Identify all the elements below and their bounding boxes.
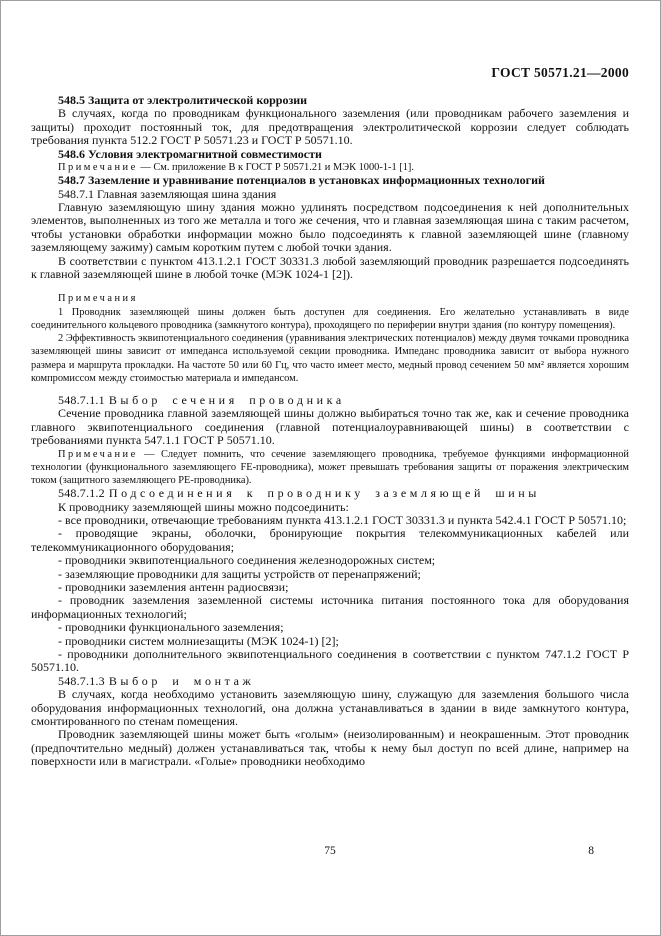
list-item: - проводники заземления антенн радиосвязи;	[58, 579, 289, 594]
section-548-7-1-2-intro: К проводнику заземляющей шины можно подсоединить:	[58, 499, 349, 514]
section-548-7-1-heading: 548.7.1 Главная заземляющая шина здания	[58, 186, 277, 201]
section-number: 548.7.1.1	[58, 392, 105, 407]
list-item: - проводящие экраны, оболочки, бронирующие покрытия телекоммуникационных кабелей или телекоммуникационного оборудования;	[31, 526, 629, 554]
note-text: — Следует помнить, что сечение заземляющего проводника, требуемое функциями информационной технологии (функционального заземляющего FE-проводника), может превышать требования защиты от поражения электрическим током (защитного заземляющего PE-проводника).	[31, 448, 629, 486]
document-body	[31, 94, 629, 769]
sheet-number: 8	[588, 845, 594, 857]
list-item: - все проводники, отвечающие требованиям пункта 413.1.2.1 ГОСТ 30331.3 и пункта 542.4.1 ГОСТ Р 50571.10;	[58, 512, 627, 527]
section-548-5-heading: 548.5 Защита от электролитической коррозии	[58, 93, 308, 107]
section-number: 548.7.1.2	[58, 486, 105, 501]
list-item: - проводники функционального заземления;	[58, 620, 284, 635]
page-number: 75	[324, 845, 336, 857]
section-number: 548.7.1.3	[58, 673, 105, 688]
section-548-7-1-1-heading	[31, 394, 629, 407]
list-item: - проводники систем молниезащиты (МЭК 1024-1) [2];	[58, 633, 339, 648]
note-label: Примечание	[58, 162, 138, 174]
section-title: Выбор и монтаж	[108, 673, 255, 688]
list-item: - проводники дополнительного эквипотенциального соединения в соответствии с пунктом 747.1.2 ГОСТ Р 50571.10.	[31, 647, 629, 675]
section-548-7-1-paragraph-2: В соответствии с пунктом 413.1.2.1 ГОСТ 30331.3 любой заземляющий проводник разрешается подсоединять к главной заземляющей шине в любой точке (МЭК 1024-1 [2]).	[31, 253, 629, 282]
notes-label: Примечания	[58, 293, 138, 305]
section-548-7-1-3-paragraph-1: В случаях, когда необходимо установить заземляющую шину, служащую для заземления большого числа оборудования информационных технологий, она должна устанавливаться в здании в виде замкнутого контура, смонтированного по стенам помещения.	[31, 687, 629, 729]
section-548-7-1-3-heading	[31, 675, 629, 688]
section-548-7-heading: 548.7 Заземление и уравнивание потенциалов в установках информационных технологий	[58, 173, 545, 188]
note-item-1: 1 Проводник заземляющей шины должен быть доступен для соединения. Его желательно устанавливать в виде соединительного кольцевого проводника (замкнутого контура), проходящего по периферии внутри здания (по контуру помещения).	[31, 306, 629, 331]
connection-list	[31, 514, 629, 675]
section-548-7-1-1-paragraph: Сечение проводника главной заземляющей шины должно выбираться точно так же, как и сечение проводника главного эквипотенциального соединения (главной потенциалоуравнивающей шины) в соответствии с требованиями пункта 547.1.1 ГОСТ Р 50571.10.	[31, 406, 629, 448]
section-title: Подсоединения к проводнику заземляющей шины	[108, 486, 540, 501]
section-title: Выбор сечения проводника	[108, 392, 345, 407]
section-548-7-1-2-heading	[31, 487, 629, 500]
standard-code: ГОСТ 50571.21—2000	[491, 65, 629, 80]
list-item: - проводник заземления заземленной системы источника питания постоянного тока для оборудования информационных технологий;	[31, 593, 629, 621]
section-548-6-heading: 548.6 Условия электромагнитной совместимости	[58, 146, 322, 161]
section-548-7-1-1-note	[31, 448, 629, 488]
section-548-7-1-paragraph-1: Главную заземляющую шину здания можно удлинять посредством подсоединения к ней дополнительных элементов, выполненных из того же металла и того же сечения, что и главная заземляющая шина с таким расчетом, чтобы установки обработки информации можно было подсоединять к главной заземляющей шине (главному заземляющему зажиму) самым коротким путем с любой точки здания.	[31, 200, 629, 255]
note-label: Примечание	[58, 448, 138, 460]
note-text: — См. приложение В к ГОСТ Р 50571.21 и МЭК 1000-1-1 [1].	[140, 162, 414, 174]
list-item: - проводники эквипотенциального соединения железнодорожных систем;	[58, 553, 436, 568]
section-548-5-paragraph: В случаях, когда по проводникам функционального заземления (или проводникам рабочего заземления и защиты) проходит постоянный ток, для предотвращения электролитической коррозии следует соблюдать требования пункта 512.2 ГОСТ Р 50571.23 и ГОСТ Р 50571.10.	[31, 106, 629, 148]
section-548-7-1-3-paragraph-2: Проводник заземляющей шины может быть «голым» (неизолированным) и неокрашенным. Этот проводник (предпочтительно медный) должен устанавливаться так, чтобы к нему был доступ по всей длине, например на поверхности или в магистрали. «Голые» проводники необходимо	[31, 727, 629, 769]
note-item-2: 2 Эффективность эквипотенциального соединения (уравнивания электрических потенциалов) между двумя точками проводника заземляющей шины зависит от импеданса используемой секции проводника. Импеданс проводника зависит от выбора нужного размера и маршрута прокладки. На частоте 50 или 60 Гц, что часто имеет место, медный провод сечением 50 мм² является хорошим компромиссом между стоимостью материала и импедансом.	[31, 333, 629, 384]
section-548-7-1-notes	[31, 292, 629, 384]
list-item: - заземляющие проводники для защиты устройств от перенапряжений;	[58, 566, 421, 581]
